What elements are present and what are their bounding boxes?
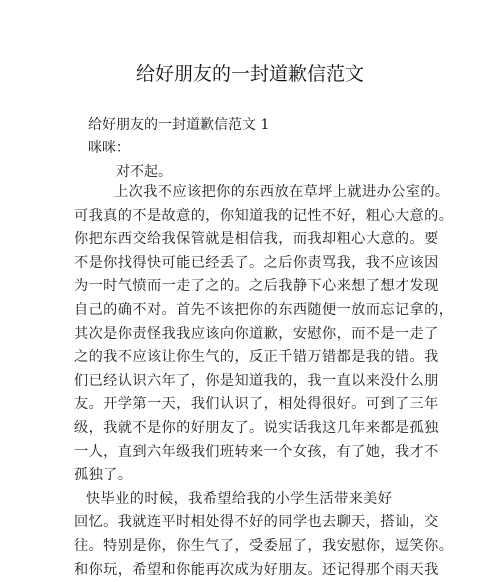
body-line: 和你玩，希望和你能再次成为好朋友。还记得那个雨天我 — [74, 559, 434, 582]
body-line: 孤独了。 — [74, 464, 434, 488]
body-line: 一人，直到六年级我们班转来一个女孩，有了她，我才不 — [74, 441, 434, 465]
body-line: 自己的确不对。首先不该把你的东西随便一放而忘记拿的， — [74, 299, 434, 323]
body-line: 可我真的不是故意的，你知道我的记性不好，粗心大意的。 — [74, 205, 434, 229]
document-title: 给好朋友的一封道歉信范文 — [0, 60, 500, 88]
letter-body — [74, 181, 434, 582]
body-line: 其次是你责怪我我应该向你道歉，安慰你，而不是一走了 — [74, 323, 434, 347]
body-line: 不是你找得快可能已经丢了。之后你责骂我，我不应该因 — [74, 252, 434, 276]
body-line: 上次我不应该把你的东西放在草坪上就进办公室的。 — [74, 181, 434, 205]
body-line: 回忆。我就连平时相处得不好的同学也去聊天，搭讪，交 — [74, 511, 434, 535]
body-line: 友。开学第一天，我们认识了，相处得很好。可到了三年 — [74, 393, 434, 417]
body-line: 之的我不应该让你生气的，反正千错万错都是我的错。我 — [74, 346, 434, 370]
body-line: 快毕业的时候，我希望给我的小学生活带来美好 — [74, 488, 434, 512]
salutation: 咪咪： — [88, 138, 130, 158]
body-line: 级，我就不是你的好朋友了。说实话我这几年来都是孤独 — [74, 417, 434, 441]
body-line: 们已经认识六年了，你是知道我的，我一直以来没什么朋 — [74, 370, 434, 394]
body-line: 你把东西交给我保管就是相信我，而我却粗心大意的。要 — [74, 228, 434, 252]
body-line: 往。特别是你，你生气了，受委屈了，我安慰你，逗笑你。 — [74, 535, 434, 559]
body-line: 为一时气愤而一走了之的。之后我静下心来想了想才发现 — [74, 275, 434, 299]
apology-line: 对不起。 — [116, 162, 172, 182]
document-subtitle: 给好朋友的一封道歉信范文 1 — [88, 115, 269, 135]
